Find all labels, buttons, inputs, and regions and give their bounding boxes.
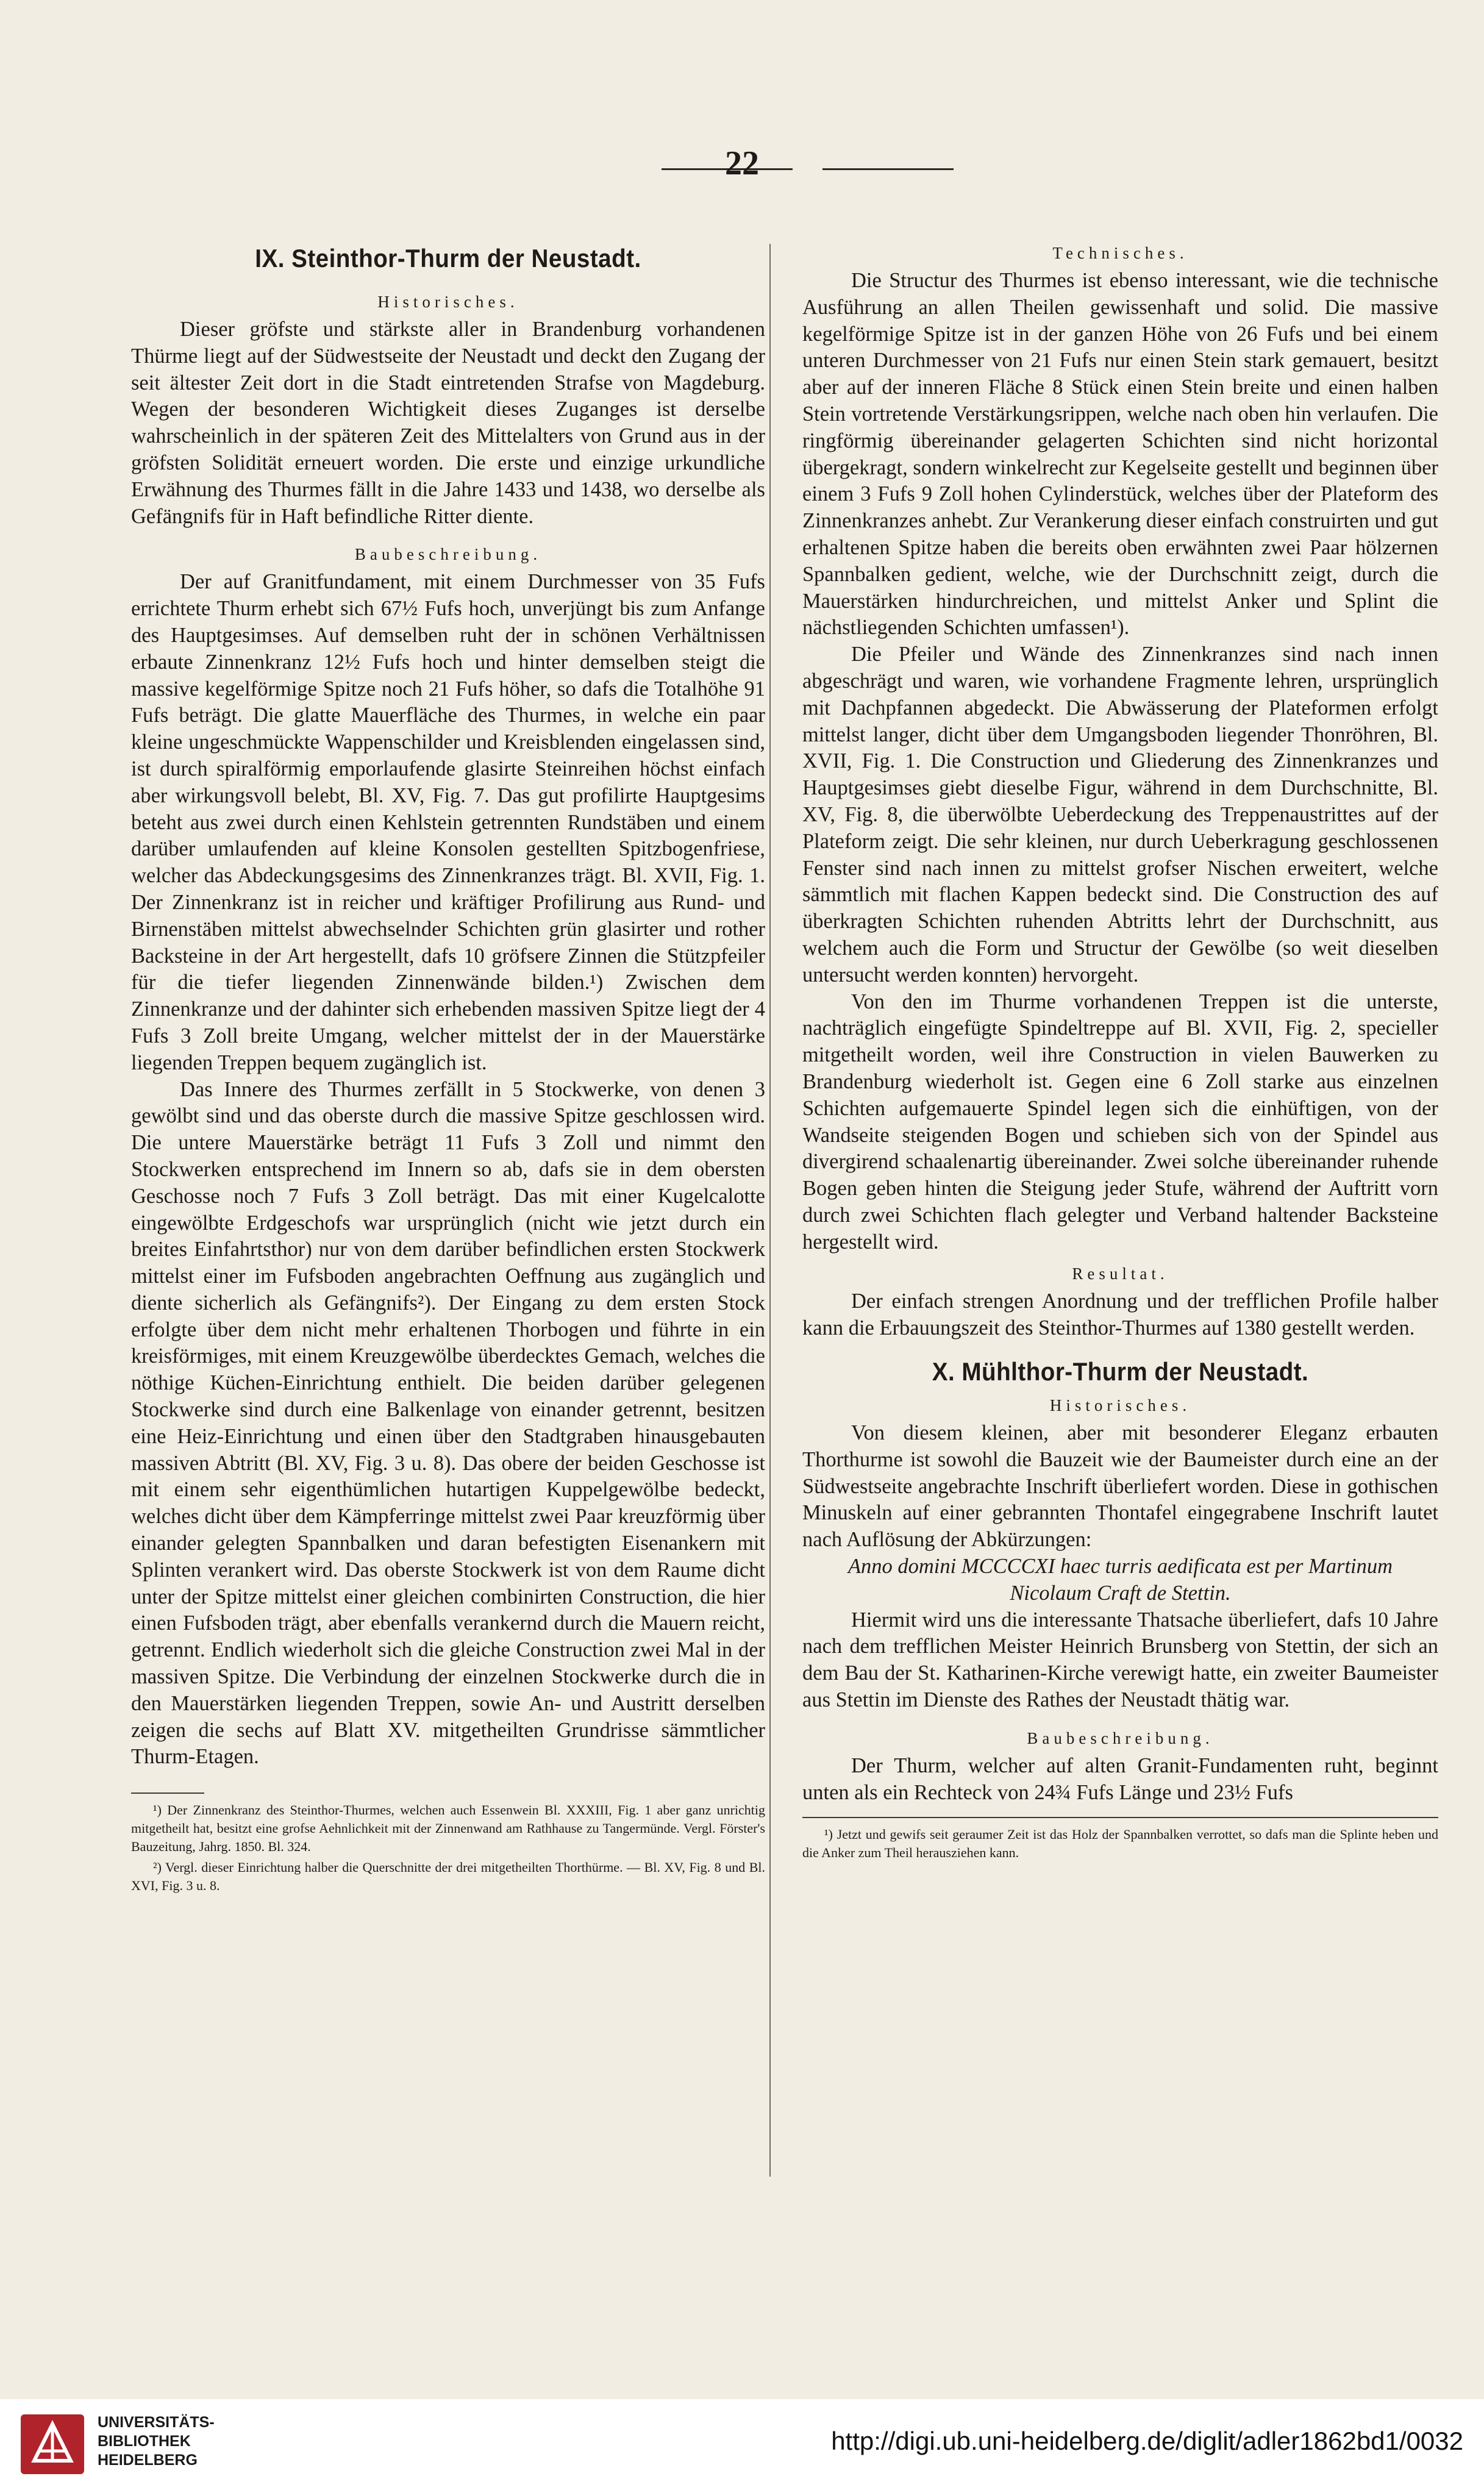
paragraph: Der auf Granitfundament, mit einem Durchmesser von 35 Fufs errichtete Thurm erhebt sich 67½ Fufs hoch, unverjüngt bis zum Anfange des Hauptgesimses. Auf demselben ruht der in schönen Verhältnissen erbaute Zinnenkranz 12½ Fufs hoch und hinter demselben steigt die massive kegelförmige Spitze noch 21 Fufs höher, so dafs die Totalhöhe 91 Fufs beträgt. Die glatte Mauerfläche des Thurmes, in welche ein paar kleine ungeschmückte Wappenschilder und Kreisblenden eingelassen sind, ist durch spiralförmig emporlaufende glasirte Steinreihen höchst einfach aber wirkungsvoll belebt, Bl. XV, Fig. 7. Das gut profilirte Hauptgesims beteht aus zwei durch einen Kehlstein getrennten Rundstäben und einem darüber umlaufenden auf kleine Konsolen gestellten Spitzbogenfriese, welcher das Abdeckungsgesims des Zinnenkranzes trägt. Bl. XVII, Fig. 1. Der Zinnenkranz ist in reicher und kräftiger Profilirung aus Rund- und Birnenstäben mittelst abwechselnder Schichten grün glasirter und rother Backsteine in der Art hergestellt, dafs 10 gröfsere Zinnen die Stützpfeiler für die tiefer liegenden Zinnenwände bilden.¹) Zwischen dem Zinnenkranze und der dahinter sich erhebenden massiven Spitze liegt der 4 Fufs 3 Zoll breite Umgang, welcher mittelst der in der Mauerstärke liegenden Treppen bequem zugänglich ist. — [131, 570, 765, 1074]
paragraph: Der einfach strengen Anordnung und der trefflichen Profile halber kann die Erbauungszeit des Steinthor-Thurmes auf 1380 gestellt werden. — [802, 1290, 1438, 1340]
subheading-technisches: Technisches. — [1052, 244, 1188, 262]
paragraph: Von diesem kleinen, aber mit besonderer Eleganz erbauten Thorthurme ist sowohl die Bauzeit wie der Baumeister durch eine an der Südwestseite angebrachte Inschrift überliefert worden. Diese in gothischen Minuskeln auf einer gebrannten Thontafel eingegrabene Inschrift lautet nach Auflösung der Abkürzungen: — [802, 1421, 1438, 1552]
footnote-rule — [802, 1817, 1438, 1818]
subheading-baubeschreibung: Baubeschreibung. — [354, 545, 542, 564]
paragraph: Die Pfeiler und Wände des Zinnenkranzes sind nach innen abgeschrägt und waren, wie vorhandene Fragmente lehren, ursprünglich mit Dachpfannen abgedeckt. Die Abwässerung der Plateformen erfolgt mittelst langer, dicht über dem Umgangsboden liegender Thonröhren, Bl. XVII, Fig. 1. Die Construction und Gliederung des Zinnenkranzes und Hauptgesimses giebt dieselbe Figur, während in dem Durchschnitte, Bl. XV, Fig. 8, die überwölbte Ueberdeckung des Treppenaustrittes auf der Plateform zeigt. Die sehr kleinen, nur durch Ueberkragung geschlossenen Fenster sind nach innen zu mittelst grofser Nischen erweitert, welche sämmtlich mit flachen Kappen bedeckt sind. Die Construction des auf überkragten Schichten ruhenden Abtritts lehrt der Durchschnitt, aus welchem auch die Form und Structur der Gewölbe (so weit dieselben untersucht werden konnten) hervorgeht. — [802, 643, 1438, 986]
paragraph: Dieser gröfste und stärkste aller in Brandenburg vorhandenen Thürme liegt auf der Südwestseite der Neustadt und deckt den Zugang der seit ältester Zeit dort in die Stadt eintretenden Strafse von Magdeburg. Wegen der besonderen Wichtigkeit dieses Zuganges ist derselbe wahrscheinlich in der späteren Zeit des Mittelalters von Grund aus in der gröfsten Solidität erneuert worden. Die erste und einzige urkundliche Erwähnung des Thurmes fällt in die Jahre 1433 und 1438, wo derselbe als Gefängnifs für in Haft befindliche Ritter diente. — [131, 318, 765, 528]
section-title-steinthor: IX. Steinthor-Thurm der Neustadt. — [255, 244, 641, 273]
page-number-rule-right — [822, 168, 954, 170]
library-name — [98, 2413, 215, 2470]
paragraph: Der Thurm, welcher auf alten Granit-Fundamenten ruht, beginnt unten als ein Rechteck von 24¾ Fufs Länge und 23½ Fufs — [802, 1753, 1438, 1804]
university-library-logo-icon — [16, 2411, 89, 2478]
paragraph: Hiermit wird uns die interessante Thatsache überliefert, dafs 10 Jahre nach dem trefflichen Meister Heinrich Brunsberg von Stettin, der sich an dem Bau der St. Katharinen-Kirche verewigt hatte, ein zweiter Baumeister aus Stettin im Dienste des Rathes der Neustadt thätig war. — [802, 1608, 1438, 1712]
inscription-quote: Anno domini MCCCCXI haec turris aedificata est per Martinum Nicolaum Craft de Stettin. — [847, 1555, 1393, 1605]
library-name-line: BIBLIOTHEK — [98, 2433, 191, 2450]
subheading-historisches: Historisches. — [377, 293, 519, 311]
library-name-line: UNIVERSITÄTS- — [98, 2414, 215, 2431]
footnote-rule — [131, 1793, 204, 1794]
footnote: ²) Vergl. dieser Einrichtung halber die Querschnitte der drei mitgetheilten Thorthürme. — Bl. XV, Fig. 8 und Bl. XVI, Fig. 3 u. 8. — [131, 1860, 765, 1894]
right-column — [802, 241, 1438, 1864]
library-name-line: HEIDELBERG — [98, 2452, 198, 2469]
paragraph: Von den im Thurme vorhandenen Treppen ist die unterste, nachträglich eingefügte Spindeltreppe auf Bl. XVII, Fig. 2, specieller mitgetheilt worden, weil ihre Construction in vielen Bauwerken zu Brandenburg wiederholt ist. Gegen eine 6 Zoll starke aus einzelnen Schichten aufgemauerte Spindel legen sich die einhüftigen, von der Wandseite steigenden Bogen und schieben sich von der Spindel aus divergirend schaalenartig übereinander. Zwei solche übereinander ruhende Bogen geben hinten die Steigung jeder Stufe, während der Auftritt vorn durch zwei Schichten flach gelegter und Verband haltender Backsteine hergestellt wird. — [802, 990, 1438, 1254]
page-number: 22 — [725, 144, 759, 182]
subheading-resultat: Resultat. — [1072, 1265, 1169, 1283]
subheading-baubeschreibung-2: Baubeschreibung. — [1027, 1728, 1214, 1747]
footnote: ¹) Der Zinnenkranz des Steinthor-Thurmes, welchen auch Essenwein Bl. XXXIII, Fig. 1 aber ganz unrichtig mitgetheilt hat, besitzt eine grofse Aehnlichkeit mit der Zinnenwand am Rathhause zu Tangermünde. Vergl. Förster's Bauzeitung, Jahrg. 1850. Bl. 324. — [131, 1802, 765, 1855]
paragraph: Die Structur des Thurmes ist ebenso interessant, wie die technische Ausführung an allen Theilen gewissenhaft und solid. Die massive kegelförmige Spitze ist in der ganzen Höhe von 26 Fufs und bei einem unteren Durchmesser von 21 Fufs nur einen Stein stark gemauert, besitzt aber auf der inneren Fläche 8 Stück einen Stein breite und einen halben Stein vortretende Verstärkungsrippen, welche nach oben hin verlaufen. Die ringförmig übereinander gelagerten Schichten sind nicht horizontal übergekragt, sondern winkelrecht zur Kegelseite gestellt und beginnen über einem 3 Fufs 9 Zoll hohen Cylinderstück, welches über der Plateform des Zinnenkranzes anhebt. Zur Verankerung dieser einfach construirten und gut erhaltenen Spitze haben die bereits oben erwähnten zwei Paar hölzernen Spannbalken gedient, welche, wie der Durchschnitt zeigt, durch die Mauerstärken hindurchreichen, und mittelst Anker und Splint die nächstliegenden Schichten umfassen¹). — [802, 269, 1438, 640]
source-url-link[interactable]: http://digi.ub.uni-heidelberg.de/diglit/adler1862bd1/0032 — [831, 2427, 1463, 2455]
section-title-muehlthor: X. Mühlthor-Thurm der Neustadt. — [932, 1357, 1309, 1386]
footnote: ¹) Jetzt und gewifs seit geraumer Zeit ist das Holz der Spannbalken verrottet, so dafs man die Splinte heben und die Anker zum Theil herausziehen kann. — [802, 1827, 1438, 1861]
column-divider — [769, 244, 771, 2177]
paragraph: Das Innere des Thurmes zerfällt in 5 Stockwerke, von denen 3 gewölbt sind und das oberste durch die massive Spitze geschlossen wird. Die untere Mauerstärke beträgt 11 Fufs 3 Zoll und nimmt den Stockwerken entsprechend im Innern so ab, dafs sie in dem obersten Geschosse noch 7 Fufs 3 Zoll beträgt. Das mit einer Kugelcalotte eingewölbte Erdgeschofs war ursprünglich (nicht wie jetzt durch ein breites Einfahrtsthor) nur von dem darüber befindlichen ersten Stockwerk mittelst einer im Fufsboden angebrachten Oeffnung aus zugänglich und diente sicherlich als Gefängnifs²). Der Eingang zu dem ersten Stock erfolgte über dem nicht mehr erhaltenen Thorbogen und führte in ein kreisförmiges, mit einem Kreuzgewölbe überdecktes Gemach, welches die nöthige Küchen-Einrichtung enthielt. Die beiden darüber gelegenen Stockwerke sind durch eine Balkenlage von einander getrennt, besitzen eine Heiz-Einrichtung und einen über den Stadtgraben hinausgebauten massiven Abtritt (Bl. XV, Fig. 3 u. 8). Das obere der beiden Geschosse ist mit einem sehr eigenthümlichen hutartigen Kuppelgewölbe bedeckt, welches dicht über dem Kämpferringe mittelst zwei Paar kreuzförmig über einander gelegten Spannbalken und daran befestigten Eisenankern mit Splinten verankert wird. Das oberste Stockwerk ist von dem Raume dicht unter der Spitze mittelst einer gleichen combinirten Construction, die hier einen Fufsboden trägt, aber ebenfalls verankernd durch die Mauern reicht, getrennt. Endlich wiederholt sich die gleiche Construction zwei Mal in der massiven Spitze. Die Verbindung der einzelnen Stockwerke durch die in den Mauerstärken liegenden Treppen, sowie An- und Austritt derselben zeigen die sechs auf Blatt XV. mitgetheilten Grundrisse sämmtlicher Thurm-Etagen. — [131, 1077, 765, 1769]
left-column — [131, 241, 765, 1897]
subheading-historisches-2: Historisches. — [1049, 1396, 1191, 1415]
